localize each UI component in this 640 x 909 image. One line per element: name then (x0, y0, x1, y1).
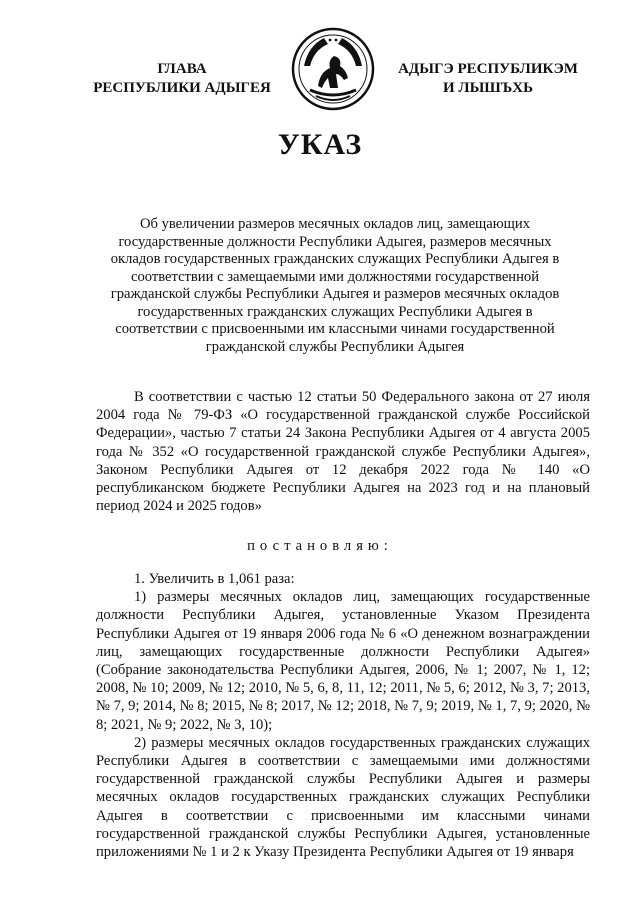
item-1-sub-2: 2) размеры месячных окладов государственных гражданских служащих Республики Адыгея в соответствии с замещаемыми ими должностями государственной гражданской службы Республики Адыгея и размеры месячных окладов государственных гражданских служащих Республики Адыгея в соответствии с присвоенными им классными чинами государственной гражданской службы Республики Адыгея, установленные приложениями № 1 и 2 к Указу Президента Республики Адыгея от 19 января (96, 734, 590, 861)
item-1: 1. Увеличить в 1,061 раза: (134, 571, 295, 587)
item-1-sub-1: 1) размеры месячных окладов лиц, замещающих государственные должности Республики Адыгея, установленные Указом Президента Республики Адыгея от 19 января 2006 года № 6 «О денежном вознаграждении лиц, замещающих государственные должности Республики Адыгея» (Собрание законодательства Республики Адыгея, 2006, № 1; 2007, № 1, 12; 2008, № 10; 2009, № 12; 2010, № 5, 6, 8, 11, 12; 2011, № 5, 6; 2012, № 3, 7; 2013, № 7, 9; 2014, № 8; 2015, № 8; 2017, № 12; 2018, № 7, 9; 2019, № 1, 7, 9; 2020, № 8; 2021, № 9; 2022, № 3, 10); (96, 589, 590, 733)
issuer-title-russian (82, 60, 282, 98)
issuer-line-2-adyghe: И ЛЫШЪХЬ (442, 80, 534, 96)
issuer-line-1: ГЛАВА (157, 61, 207, 77)
issuer-title-adyghe (388, 60, 588, 98)
coat-of-arms-emblem (290, 26, 376, 112)
preamble-paragraph: В соответствии с частью 12 статьи 50 Федерального закона от 27 июля 2004 года № 79-ФЗ «О государственной гражданской службе Российской Федерации», частью 7 статьи 24 Закона Республики Адыгея от 4 августа 2005 года № 352 «О государственной гражданской службе Республики Адыгея», Законом Республики Адыгея от 12 декабря 2022 года № 140 «О республиканском бюджете Республики Адыгея на 2023 год и на плановый период 2024 и 2025 годов» (96, 389, 590, 515)
document-title: УКАЗ (277, 128, 363, 161)
decree-word: постановляю: (247, 538, 393, 554)
issuer-line-2: РЕСПУБЛИКИ АДЫГЕЯ (93, 80, 271, 96)
decree-subject: Об увеличении размеров месячных окладов лиц, замещающих государственные должности Республики Адыгея, размеров месячных окладов государственных гражданских служащих Республики Адыгея в соответствии с замещаемыми ими должностями государственной гражданской службы Республики Адыгея и размеров месячных окладов государственных гражданских служащих Республики Адыгея в соответствии с присвоенными им классными чинами государственной гражданской службы Республики Адыгея (110, 216, 560, 355)
issuer-line-1-adyghe: АДЫГЭ РЕСПУБЛИКЭМ (398, 61, 578, 77)
decree-items (96, 570, 590, 861)
